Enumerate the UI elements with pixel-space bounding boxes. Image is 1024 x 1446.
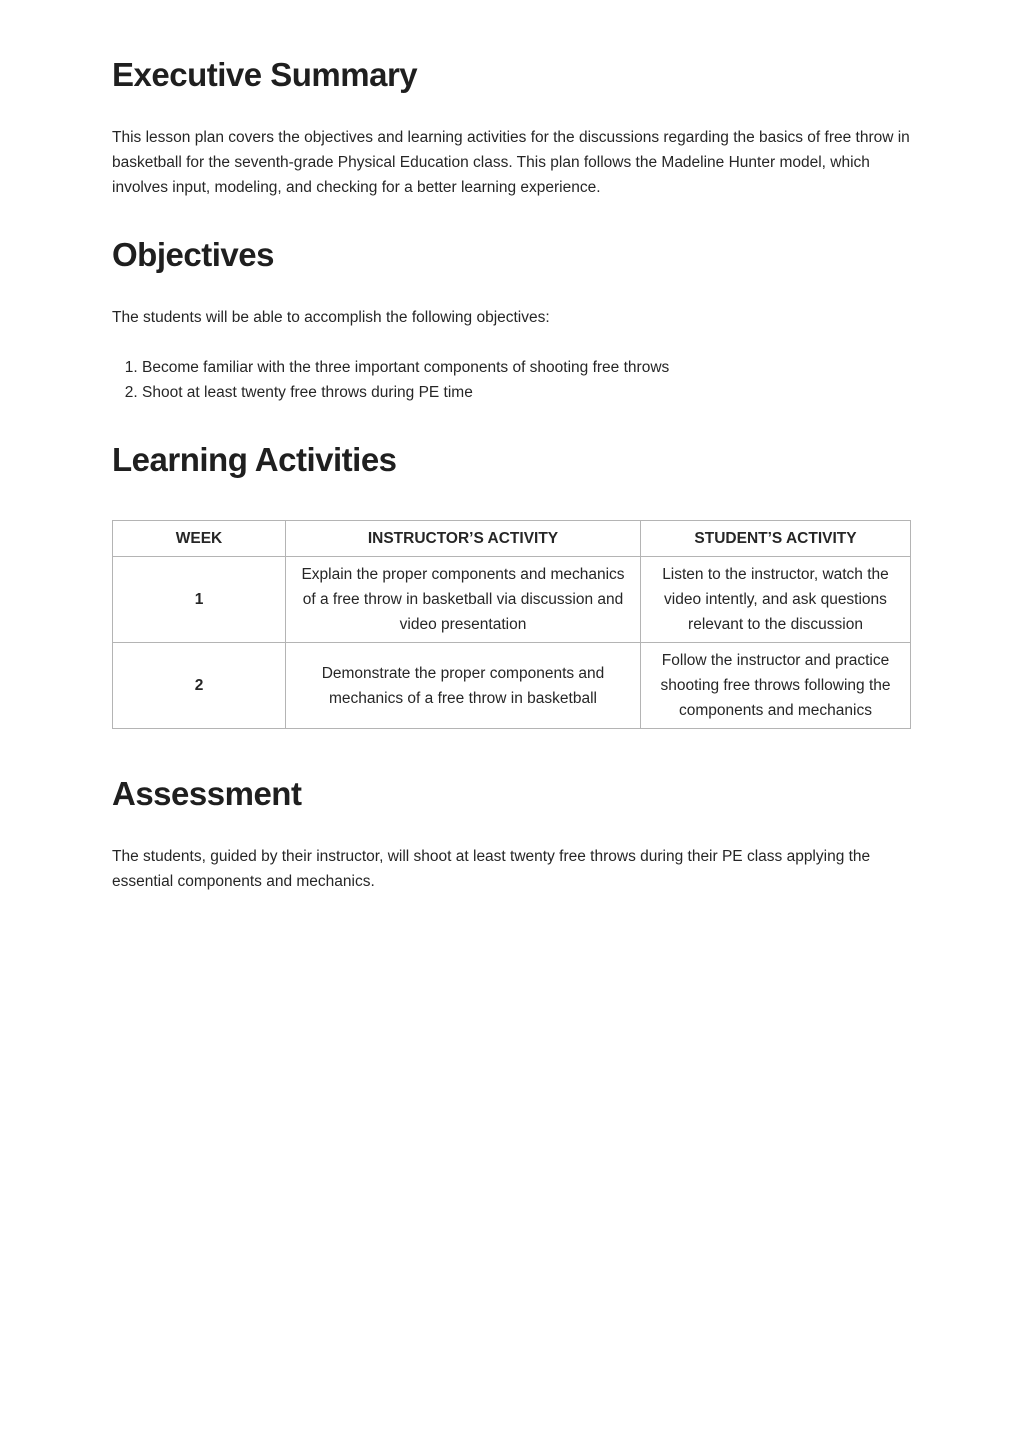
week-cell: 1 xyxy=(113,557,286,643)
instructor-activity-cell: Explain the proper components and mechanics of a free throw in basketball via discussion and video presentation xyxy=(286,557,641,643)
student-activity-cell: Listen to the instructor, watch the video intently, and ask questions relevant to the discussion xyxy=(641,557,911,643)
table-row xyxy=(113,643,911,729)
objective-item: 2. Shoot at least twenty free throws during PE time xyxy=(142,380,669,405)
table-header-row xyxy=(113,521,911,557)
column-header-student-activity: STUDENT’S ACTIVITY xyxy=(641,521,911,557)
week-cell: 2 xyxy=(113,643,286,729)
learning-activities-heading: Learning Activities xyxy=(112,441,397,478)
objectives-intro: The students will be able to accomplish the following objectives: xyxy=(112,309,550,326)
table-row xyxy=(113,557,911,643)
learning-activities-table xyxy=(112,520,911,729)
assessment-heading: Assessment xyxy=(112,775,302,812)
executive-summary-text: This lesson plan covers the objectives and learning activities for the discussions regarding the basics of free throw in basketball for the seventh-grade Physical Education class. This plan follows the Madeline Hunter model, which involves input, modeling, and checking for a better learning experience. xyxy=(112,129,910,196)
assessment-text: The students, guided by their instructor, will shoot at least twenty free throws during their PE class applying the essential components and mechanics. xyxy=(112,848,871,890)
column-header-instructor-activity: INSTRUCTOR’S ACTIVITY xyxy=(286,521,641,557)
student-activity-cell: Follow the instructor and practice shooting free throws following the components and mechanics xyxy=(641,643,911,729)
objectives-heading: Objectives xyxy=(112,236,274,273)
objective-item: 1. Become familiar with the three important components of shooting free throws xyxy=(142,355,669,380)
column-header-week: WEEK xyxy=(113,521,286,557)
executive-summary-heading: Executive Summary xyxy=(112,56,418,93)
instructor-activity-cell: Demonstrate the proper components and mechanics of a free throw in basketball xyxy=(286,643,641,729)
objectives-list xyxy=(112,355,669,405)
